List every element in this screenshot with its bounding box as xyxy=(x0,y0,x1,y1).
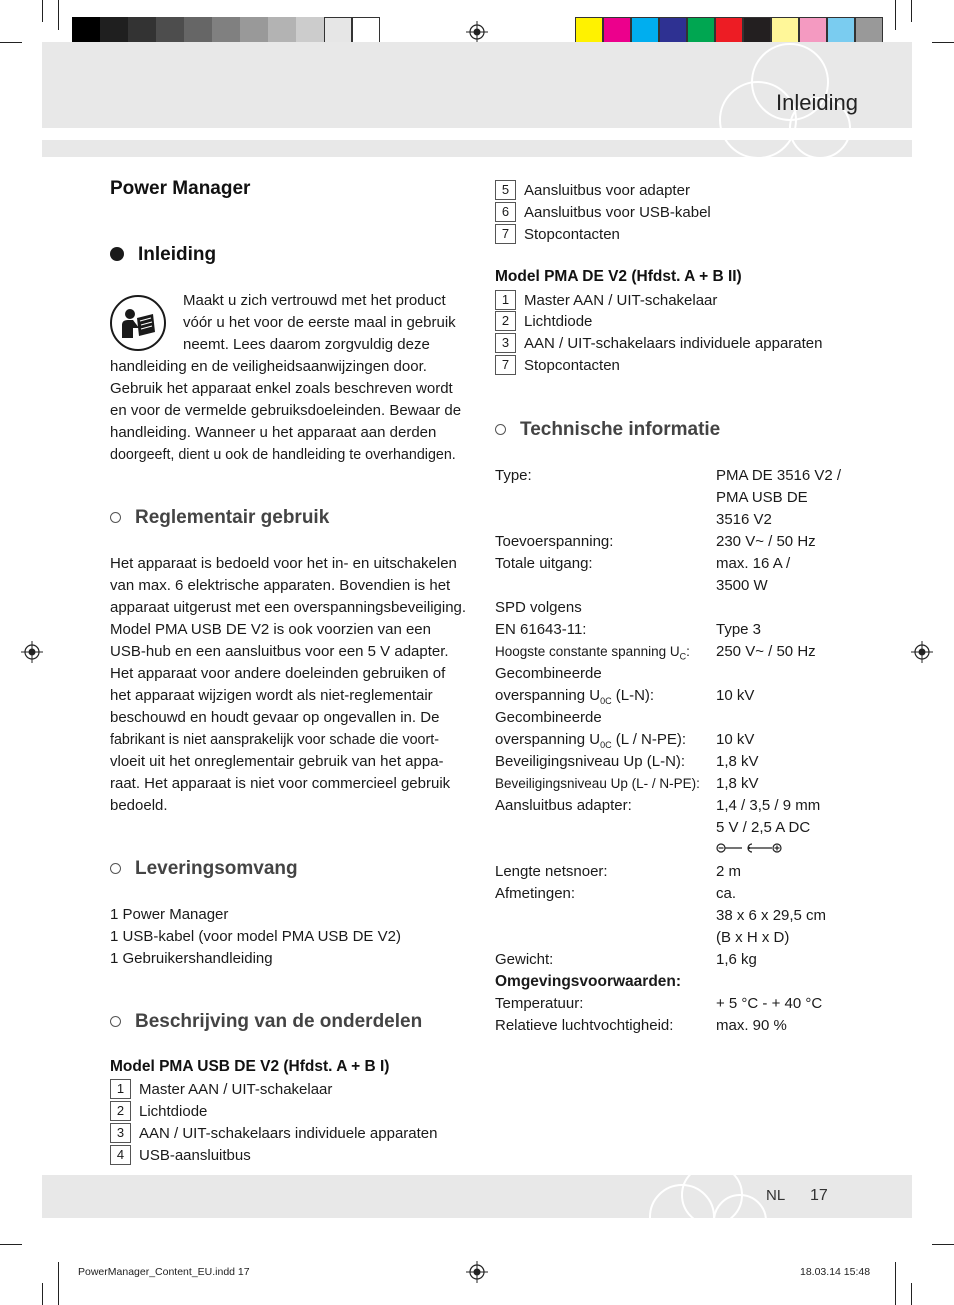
colon: : xyxy=(686,644,690,659)
spec-value: 1,4 / 3,5 / 9 mm xyxy=(716,797,821,814)
text-line: fabrikant is niet aansprakelijk voor schade die voort- xyxy=(110,732,439,748)
section-heading-leveringsomvang xyxy=(110,858,298,880)
part-number: 2 xyxy=(110,1101,131,1121)
crop-mark xyxy=(0,42,22,43)
spec-value: (B x H x D) xyxy=(716,929,790,946)
crop-mark xyxy=(911,1283,912,1305)
part-label: Master AAN / UIT-schakelaar xyxy=(139,1081,333,1098)
open-bullet-icon xyxy=(495,424,506,435)
text-line: het apparaat wijzigen wordt als niet-reglementair xyxy=(110,687,433,704)
spec-value: 38 x 6 x 29,5 cm xyxy=(716,907,827,924)
spec-value: 2 m xyxy=(716,863,742,880)
text-line: handleiding en de veiligheidsaanwijzingen door. xyxy=(110,358,427,375)
parts-list-item xyxy=(495,333,823,355)
spec-label: Relatieve luchtvochtigheid: xyxy=(495,1017,674,1034)
spec-label: Lengte netsnoer: xyxy=(495,863,608,880)
spec-label: Afmetingen: xyxy=(495,885,576,902)
spec-value: 10 kV xyxy=(716,687,755,704)
spec-table xyxy=(495,465,875,1045)
crop-mark xyxy=(932,42,954,43)
spec-subheading: Omgevingsvoorwaarden: xyxy=(495,973,682,990)
text-line: doorgeeft, dient u ook de handleiding te overhandigen. xyxy=(110,447,456,463)
page-header-title: Inleiding xyxy=(776,90,858,115)
spec-label: SPD volgens xyxy=(495,599,582,616)
document-title: Power Manager xyxy=(110,178,251,199)
parts-list-item xyxy=(110,1145,251,1167)
list-item: 1 USB-kabel (voor model PMA USB DE V2) xyxy=(110,928,401,945)
slug-filename: PowerManager_Content_EU.indd 17 xyxy=(78,1266,250,1278)
slug-date: 18.03.14 15:48 xyxy=(800,1266,871,1278)
text-line: Het apparaat voor andere doeleinden gebruiken of xyxy=(110,665,446,682)
parts-list-item xyxy=(110,1123,438,1145)
spec-label-text: Hoogste constante spanning U xyxy=(495,644,680,659)
leveringsomvang-list xyxy=(110,904,401,970)
spec-value: 3500 W xyxy=(716,577,768,594)
registration-mark-icon xyxy=(21,641,43,663)
section-heading-text: Inleiding xyxy=(138,244,217,265)
spec-label: Gewicht: xyxy=(495,951,554,968)
spec-value: PMA DE 3516 V2 / xyxy=(716,467,842,484)
crop-mark xyxy=(42,0,43,22)
parts-list-item xyxy=(495,311,592,333)
spec-value: 3516 V2 xyxy=(716,511,772,528)
registration-mark-icon xyxy=(911,641,933,663)
spec-value: max. 16 A / xyxy=(716,555,791,572)
spec-value: 1,6 kg xyxy=(716,951,757,968)
spec-label: Toevoerspanning: xyxy=(495,533,614,550)
crop-mark xyxy=(932,1244,954,1245)
text-line: Maakt u zich vertrouwd met het product xyxy=(183,292,446,309)
spec-label-tail: (L / N-PE): xyxy=(611,731,687,748)
crop-mark xyxy=(58,1262,59,1305)
part-number: 2 xyxy=(495,311,516,331)
part-label: AAN / UIT-schakelaars individuele apparaten xyxy=(139,1125,438,1142)
spec-label: Temperatuur: xyxy=(495,995,584,1012)
section-heading-text: Leveringsomvang xyxy=(135,858,298,879)
part-number: 7 xyxy=(495,355,516,375)
part-number: 4 xyxy=(110,1145,131,1165)
decorative-circles xyxy=(640,1165,780,1218)
spec-label: EN 61643-11: xyxy=(495,621,587,638)
spec-value: 230 V~ / 50 Hz xyxy=(716,533,816,550)
spec-label: Totale uitgang: xyxy=(495,555,593,572)
text-line: van max. 6 elektrische apparaten. Bovendien is het xyxy=(110,577,451,594)
crop-mark xyxy=(911,0,912,22)
list-item: 1 Gebruikershandleiding xyxy=(110,950,273,967)
list-item: 1 Power Manager xyxy=(110,906,229,923)
subscript: 0C xyxy=(600,696,612,706)
polarity-symbol-icon xyxy=(716,842,782,854)
spec-value: max. 90 % xyxy=(716,1017,787,1034)
part-label: Aansluitbus voor adapter xyxy=(524,182,690,199)
spec-value: 10 kV xyxy=(716,731,755,748)
open-bullet-icon xyxy=(110,512,121,523)
registration-mark-icon xyxy=(466,1261,488,1283)
part-label: USB-aansluitbus xyxy=(139,1147,251,1164)
spec-value: + 5 °C - + 40 °C xyxy=(716,995,823,1012)
crop-mark xyxy=(895,0,896,30)
registration-mark-icon xyxy=(466,21,488,43)
parts-list-item xyxy=(110,1079,332,1101)
text-line: apparaat uitgerust met een overspanningsbeveiliging. xyxy=(110,599,467,616)
text-line: USB-hub en een aansluitbus voor een 5 V adapter. xyxy=(110,643,449,660)
text-line: neemt. Lees daarom zorgvuldig deze xyxy=(183,336,430,353)
spec-value: 5 V / 2,5 A DC xyxy=(716,819,811,836)
open-bullet-icon xyxy=(110,1016,121,1027)
spec-label: Type: xyxy=(495,467,532,484)
read-manual-icon xyxy=(109,294,167,352)
subscript: 0C xyxy=(600,740,612,750)
intro-paragraph xyxy=(110,356,461,466)
model-subheading: Model PMA USB DE V2 (Hfdst. A + B I) xyxy=(110,1058,390,1075)
spec-value: 1,8 kV xyxy=(716,775,759,792)
parts-list-item xyxy=(110,1101,207,1123)
text-line: bedoeld. xyxy=(110,797,168,814)
part-label: AAN / UIT-schakelaars individuele apparaten xyxy=(524,335,823,352)
crop-mark xyxy=(58,0,59,30)
text-line: raat. Het apparaat is niet voor commercieel gebruik xyxy=(110,775,451,792)
part-number: 3 xyxy=(495,333,516,353)
spec-label: Gecombineerde xyxy=(495,709,602,726)
spec-label: Gecombineerde xyxy=(495,665,602,682)
spec-value: 1,8 kV xyxy=(716,753,759,770)
text-line: handleiding. Wanneer u het apparaat aan derden xyxy=(110,424,437,441)
spec-value: 250 V~ / 50 Hz xyxy=(716,643,816,660)
text-line: en voor de vermelde gebruiksdoeleinden. Bewaar de xyxy=(110,402,462,419)
spec-value: ca. xyxy=(716,885,737,902)
part-number: 1 xyxy=(495,290,516,310)
section-heading-text: Beschrijving van de onderdelen xyxy=(135,1011,423,1032)
filled-bullet-icon xyxy=(110,247,124,261)
spec-label-tail: (L-N): xyxy=(611,687,655,704)
section-heading-text: Reglementair gebruik xyxy=(135,507,330,528)
parts-list-item xyxy=(495,202,711,224)
intro-paragraph-indented xyxy=(183,290,456,356)
footer-language: NL xyxy=(766,1187,786,1204)
model-subheading: Model PMA DE V2 (Hfdst. A + B II) xyxy=(495,268,742,285)
page-number: 17 xyxy=(810,1187,828,1204)
spec-value: PMA USB DE xyxy=(716,489,808,506)
open-bullet-icon xyxy=(110,863,121,874)
part-number: 7 xyxy=(495,224,516,244)
text-line: beschouwd en houdt gevaar op ongevallen in. De xyxy=(110,709,440,726)
spec-value: Type 3 xyxy=(716,621,762,638)
parts-list-item xyxy=(495,290,717,312)
section-heading-technische-informatie xyxy=(495,419,720,441)
section-heading-beschrijving xyxy=(110,1011,422,1033)
part-label: Master AAN / UIT-schakelaar xyxy=(524,292,718,309)
part-number: 1 xyxy=(110,1079,131,1099)
reglementair-paragraph xyxy=(110,553,466,817)
section-heading-text: Technische informatie xyxy=(520,419,721,440)
crop-mark xyxy=(42,1283,43,1305)
spec-label: Beveiligingsniveau Up (L- / N-PE): xyxy=(495,776,700,791)
spec-label-text: overspanning U xyxy=(495,687,601,704)
parts-list-item xyxy=(495,180,690,202)
text-line: vóór u het voor de eerste maal in gebruik xyxy=(183,314,456,331)
text-line: Gebruik het apparaat enkel zoals beschreven wordt xyxy=(110,380,453,397)
spec-label-text: overspanning U xyxy=(495,731,601,748)
text-line: Model PMA USB DE V2 is ook voorzien van een xyxy=(110,621,431,638)
subscript: C xyxy=(679,651,687,662)
part-number: 6 xyxy=(495,202,516,222)
crop-mark xyxy=(0,1244,22,1245)
part-label: Lichtdiode xyxy=(139,1103,208,1120)
crop-mark xyxy=(895,1262,896,1305)
spec-label: Aansluitbus adapter: xyxy=(495,797,632,814)
section-heading-inleiding xyxy=(110,244,216,266)
text-line: vloeit uit het onreglementair gebruik van het appa- xyxy=(110,753,444,770)
part-label: Stopcontacten xyxy=(524,226,620,243)
spec-label: Beveiligingsniveau Up (L-N): xyxy=(495,753,686,770)
text-line: Het apparaat is bedoeld voor het in- en uitschakelen xyxy=(110,555,457,572)
parts-list-item xyxy=(495,355,620,377)
section-heading-reglementair xyxy=(110,507,329,529)
part-label: Aansluitbus voor USB-kabel xyxy=(524,204,711,221)
part-number: 5 xyxy=(495,180,516,200)
part-label: Lichtdiode xyxy=(524,313,593,330)
part-number: 3 xyxy=(110,1123,131,1143)
part-label: Stopcontacten xyxy=(524,357,620,374)
parts-list-item xyxy=(495,224,620,246)
